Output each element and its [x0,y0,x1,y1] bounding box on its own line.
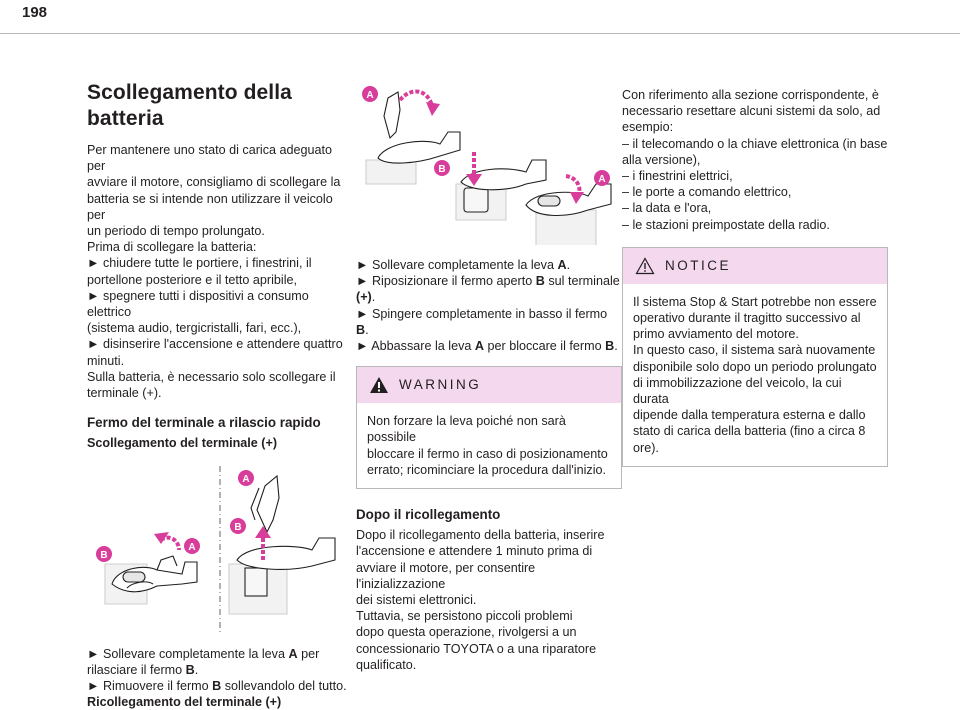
reconnection-paragraph [356,527,622,673]
subsection-title: Fermo del terminale a rilascio rapido [87,415,321,431]
step-item: ► Spingere completamente in basso il fermo B. [356,306,608,337]
notice-box [622,247,888,467]
step-item: ► Riposizionare il fermo aperto B sul terminale [356,274,620,289]
text-line: avviare il motore, consigliamo di scollegare la [87,175,341,190]
text-line: di immobilizzazione del veicolo, la cui durata [633,375,842,407]
text-line: portellone posteriore e il tetto apribile, [87,272,298,287]
label-a: A [598,174,606,185]
reset-paragraph [622,87,888,233]
text-line: Non forzare la leva poiché non sarà possibile [367,414,566,445]
text-line: Dopo il ricollegamento della batteria, inserire [356,528,605,543]
text-line: Prima di scollegare la batteria: [87,240,257,255]
text-line: dei sistemi elettronici. [356,593,477,608]
column-left [87,80,353,710]
text-line: stato di carica della batteria (fino a circa 8 [633,424,866,439]
text-line: In questo caso, il sistema sarà nuovamente [633,343,876,358]
text-line: terminale (+). [87,386,162,401]
text-line: qualificato. [356,657,417,672]
text-line: alla versione), [622,152,701,167]
text-line: ► spegnere tutti i dispositivi a consumo elettrico [87,288,309,320]
text-line: errato; ricominciare la procedura dall'inizio. [367,462,606,477]
section-title: Scollegamento della batteria [87,81,292,130]
text-line: (sistema audio, tergicristalli, fari, ecc.), [87,321,302,336]
text-line: dopo questa operazione, rivolgersi a un [356,625,577,640]
warning-label: WARNING [399,377,482,393]
label-b: B [438,164,446,175]
step-list [87,646,353,695]
page-number: 198 [22,4,48,21]
header-divider [0,33,960,34]
notice-label: NOTICE [665,257,732,273]
text-line: un periodo di tempo prolungato. [87,224,265,239]
column-right [622,87,888,479]
notice-triangle-icon [635,257,655,275]
warning-box [356,366,622,489]
text-line: – la data e l'ora, [622,201,712,216]
text-line: – le porte a comando elettrico, [622,185,792,200]
text-line: ► disinserire l'accensione e attendere quattro [87,337,343,352]
label-a: A [366,90,374,101]
step-item: rilasciare il fermo B. [87,662,199,677]
notice-header [623,248,887,284]
reconnect-heading: Ricollegamento del terminale (+) [87,695,282,710]
text-line: minuti. [87,353,125,368]
text-line: Tuttavia, se persistono piccoli problemi [356,609,573,624]
label-b: B [234,521,242,533]
step-item: ► Rimuovere il fermo B sollevandolo del tutto. [87,679,347,694]
text-line: dipende dalla temperatura esterna e dallo [633,408,866,423]
column-middle [356,80,622,673]
step-item: ► Sollevare completamente la leva A per [87,646,320,661]
disconnect-heading: Scollegamento del terminale (+) [87,436,278,451]
warning-header [357,367,621,403]
text-line: – il telecomando o la chiave elettronica (in base [622,136,888,151]
text-line: ore). [633,440,659,455]
text-line: concessionario TOYOTA o a una riparatore [356,641,597,656]
text-line: Con riferimento alla sezione corrispondente, è [622,88,879,102]
terminal-illustration [87,464,353,634]
step-item: ► Abbassare la leva A per bloccare il fermo B. [356,339,618,354]
terminal-illustration [356,80,622,245]
text-line: esempio: [622,120,674,135]
text-line: batteria se si intende non utilizzare il veicolo per [87,191,333,222]
terminal-disconnect-figure [87,464,353,634]
text-line: disponibile solo dopo un periodo prolungato [633,359,877,374]
warning-triangle-icon [369,376,389,394]
text-line: Il sistema Stop & Start potrebbe non essere [633,294,877,309]
notice-body [623,284,887,466]
step-item: (+). [356,290,376,305]
text-line: bloccare il fermo in caso di posizionamento [367,446,608,461]
label-b: B [100,549,108,561]
text-line: Sulla batteria, è necessario solo scollegare il [87,369,336,384]
text-line: ► chiudere tutte le portiere, i finestrini, il [87,256,312,271]
text-line: avviare il motore, per consentire l'inizializzazione [356,560,536,591]
text-line: necessario resettare alcuni sistemi da solo, ad [622,104,881,119]
text-line: operativo durante il tragitto successivo al [633,311,861,326]
text-line: primo avviamento del motore. [633,327,799,342]
intro-paragraph [87,142,353,401]
subsection-title: Dopo il ricollegamento [356,507,501,523]
text-line: – i finestrini elettrici, [622,169,733,184]
text-line: – le stazioni preimpostate della radio. [622,217,830,232]
label-a: A [242,473,250,485]
warning-body [357,403,621,488]
text-line: Per mantenere uno stato di carica adeguato per [87,143,333,174]
step-list [356,257,622,354]
label-a: A [188,541,196,553]
step-item: ► Sollevare completamente la leva A. [356,258,571,272]
terminal-reconnect-figure [356,80,622,245]
text-line: l'accensione e attendere 1 minuto prima di [356,544,593,559]
